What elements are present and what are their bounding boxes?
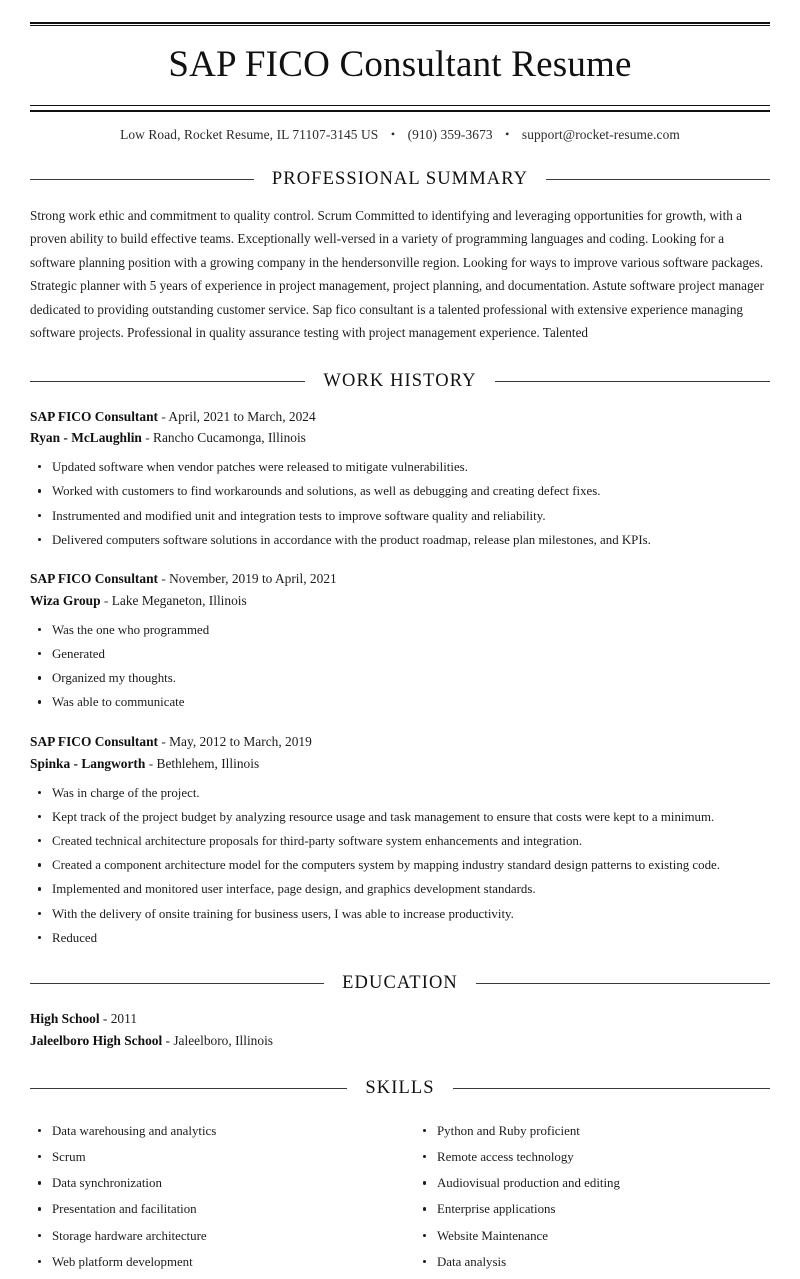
section-heading-skills — [30, 1078, 770, 1099]
heading-rule-left — [30, 381, 305, 382]
job-company: Wiza Group — [30, 593, 101, 609]
list-item: Implemented and monitored user interface, page design, and graphics development standards. — [30, 880, 770, 899]
section-education — [30, 973, 770, 1051]
education-degree-line: High School - 2011 — [30, 1011, 138, 1027]
contact-phone: (910) 359-3673 — [407, 126, 493, 142]
work-history-entry — [30, 568, 770, 712]
job-company-line: Spinka - Langworth - Bethlehem, Illinois — [30, 755, 260, 771]
list-item: With the delivery of onsite training for business users, I was able to increase productivity. — [30, 905, 770, 924]
heading-rule-left — [30, 179, 254, 180]
list-item: Storage hardware architecture — [30, 1227, 400, 1246]
heading-rule-left — [30, 1088, 347, 1089]
list-item: Created a component architecture model for the computers system by mapping industry standard design patterns to existing code. — [30, 856, 770, 875]
job-title-line: SAP FICO Consultant - November, 2019 to April, 2021 — [30, 571, 337, 587]
section-work-history — [30, 371, 770, 948]
job-dates: April, 2021 to March, 2024 — [168, 408, 316, 424]
list-item: Updated software when vendor patches were released to mitigate vulnerabilities. — [30, 458, 770, 477]
job-bullet-list — [30, 458, 770, 549]
skills-list-left — [30, 1122, 400, 1279]
section-skills — [30, 1078, 770, 1279]
section-heading-professional-summary — [30, 169, 770, 190]
contact-line — [30, 127, 770, 143]
job-dates: November, 2019 to April, 2021 — [169, 571, 337, 587]
list-item: Kept track of the project budget by analyzing resource usage and task management to ensure that costs were kept to a minimum. — [30, 808, 770, 827]
heading-rule-right — [495, 381, 770, 382]
skills-columns — [30, 1113, 770, 1279]
job-bullet-list — [30, 784, 770, 948]
skills-list-right — [400, 1122, 770, 1279]
title-divider-rule — [30, 105, 770, 112]
education-school-line: Jaleelboro High School - Jaleelboro, Illinois — [30, 1033, 274, 1049]
list-item: Website Maintenance — [415, 1227, 770, 1246]
job-company: Ryan - McLaughlin — [30, 430, 142, 446]
education-school: Jaleelboro High School — [30, 1033, 163, 1049]
job-title: SAP FICO Consultant — [30, 571, 158, 587]
list-item: Data analysis — [415, 1253, 770, 1272]
list-item: Generated — [30, 645, 770, 664]
job-company: Spinka - Langworth — [30, 755, 146, 771]
section-heading-education — [30, 973, 770, 994]
section-heading-work-history — [30, 371, 770, 392]
top-border-rule — [30, 22, 770, 26]
education-entry — [30, 1008, 770, 1051]
section-professional-summary — [30, 169, 770, 345]
list-item: Created technical architecture proposals for third-party software system enhancements and integration. — [30, 832, 770, 851]
job-bullet-list — [30, 621, 770, 712]
list-item: Instrumented and modified unit and integration tests to improve software quality and reliability. — [30, 507, 770, 526]
education-year: 2011 — [110, 1011, 138, 1027]
work-history-entry — [30, 731, 770, 947]
section-heading-label: SKILLS — [365, 1077, 435, 1098]
list-item: Was the one who programmed — [30, 621, 770, 640]
page-title: SAP FICO Consultant Resume — [168, 44, 632, 85]
list-item: Worked with customers to find workarounds and solutions, as well as debugging and creating defect fixes. — [30, 482, 770, 501]
job-dates: May, 2012 to March, 2019 — [169, 734, 312, 750]
list-item: Data warehousing and analytics — [30, 1122, 400, 1141]
list-item: Enterprise applications — [415, 1200, 770, 1219]
list-item: Remote access technology — [415, 1148, 770, 1167]
job-title-line: SAP FICO Consultant - May, 2012 to March, 2019 — [30, 734, 312, 750]
list-item: Presentation and facilitation — [30, 1200, 400, 1219]
list-item: Was in charge of the project. — [30, 784, 770, 803]
list-item: Web platform development — [30, 1253, 400, 1272]
contact-separator-icon: • — [505, 126, 510, 141]
list-item: Audiovisual production and editing — [415, 1174, 770, 1193]
list-item: Organized my thoughts. — [30, 669, 770, 688]
list-item: Data synchronization — [30, 1174, 400, 1193]
job-title-line: SAP FICO Consultant - April, 2021 to March, 2024 — [30, 408, 316, 424]
job-location: Rancho Cucamonga, Illinois — [153, 430, 306, 446]
list-item: Delivered computers software solutions in accordance with the product roadmap, release plan milestones, and KPIs. — [30, 531, 770, 550]
heading-rule-right — [453, 1088, 770, 1089]
work-history-entry — [30, 406, 770, 550]
contact-separator-icon: • — [390, 126, 396, 141]
job-title: SAP FICO Consultant — [30, 408, 158, 424]
section-heading-label: WORK HISTORY — [323, 370, 477, 391]
list-item: Scrum — [30, 1148, 400, 1167]
list-item: Was able to communicate — [30, 693, 770, 712]
contact-email: support@rocket-resume.com — [521, 126, 680, 142]
job-company-line: Wiza Group - Lake Meganeton, Illinois — [30, 593, 247, 609]
section-heading-label: EDUCATION — [342, 973, 458, 994]
resume-page — [0, 22, 800, 1269]
education-location: Jaleelboro, Illinois — [173, 1033, 274, 1049]
job-company-line: Ryan - McLaughlin - Rancho Cucamonga, Illinois — [30, 430, 306, 446]
list-item: Reduced — [30, 929, 770, 948]
section-heading-label: PROFESSIONAL SUMMARY — [271, 168, 529, 189]
job-location: Lake Meganeton, Illinois — [111, 593, 247, 609]
job-title: SAP FICO Consultant — [30, 734, 158, 750]
heading-rule-left — [30, 983, 324, 984]
summary-text: Strong work ethic and commitment to quality control. Scrum Committed to identifying and leveraging opportunities for growth, with a proven ability to build effective teams. Exceptionally well-versed in a variety of programming languages and coding. Looking for a software planning position with a growing company in the hendersonville region. Looking for ways to improve various software packages. Strategic planner with 5 years of experience in project management, project planning, and documentation. Astute software project manager dedicated to providing outstanding customer service. Sap fico consultant is a talented professional with extensive experience managing software projects. Professional in quality assurance testing with project management experience. Talented — [30, 207, 764, 341]
list-item: Python and Ruby proficient — [415, 1122, 770, 1141]
contact-address: Low Road, Rocket Resume, IL 71107-3145 US — [120, 126, 379, 142]
job-location: Bethlehem, Illinois — [156, 755, 260, 771]
heading-rule-right — [476, 983, 770, 984]
heading-rule-right — [546, 179, 770, 180]
education-degree: High School — [30, 1011, 100, 1027]
